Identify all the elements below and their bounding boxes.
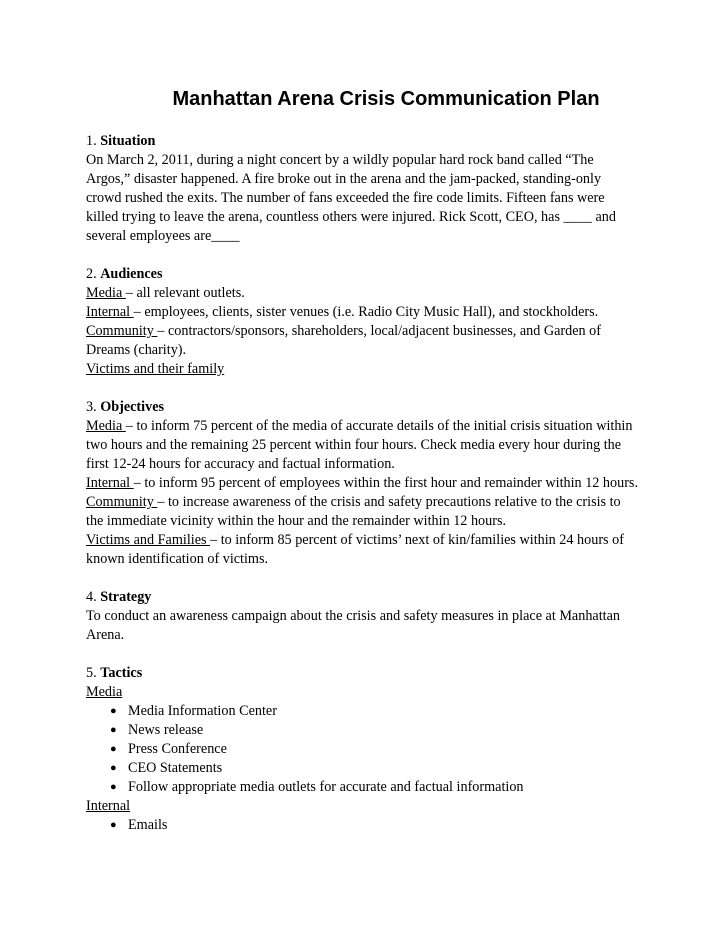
spacer bbox=[86, 569, 686, 588]
audience-text: – contractors/sponsors, shareholders, local/adjacent businesses, and Garden of bbox=[157, 323, 601, 339]
bullet-icon: ● bbox=[110, 743, 117, 755]
bullet-icon: ● bbox=[110, 762, 117, 774]
objective-text: – to increase awareness of the crisis and safety precautions relative to the crisis to bbox=[157, 494, 621, 510]
paragraph-line: first 12-24 hours for accuracy and factual information. bbox=[86, 456, 395, 472]
list-item bbox=[86, 721, 686, 740]
objective-victims bbox=[86, 531, 686, 550]
tactics-group-label: Internal bbox=[86, 798, 131, 814]
document-page bbox=[86, 86, 686, 835]
section-heading-objectives bbox=[86, 398, 686, 417]
paragraph-line: killed trying to leave the arena, countless others were injured. Rick Scott, CEO, has ____ and bbox=[86, 209, 616, 225]
paragraph-line: the immediate vicinity within the hour and the remainder within 12 hours. bbox=[86, 513, 507, 529]
list-item-text: CEO Statements bbox=[128, 760, 223, 776]
objective-label: Victims and Families bbox=[86, 532, 211, 548]
objective-media bbox=[86, 417, 686, 436]
document-title: Manhattan Arena Crisis Communication Plan bbox=[172, 88, 600, 110]
bullet-icon: ● bbox=[110, 724, 117, 736]
objective-text: – to inform 85 percent of victims’ next of kin/families within 24 hours of bbox=[210, 532, 624, 548]
paragraph-line: known identification of victims. bbox=[86, 551, 269, 567]
paragraph-line: several employees are____ bbox=[86, 228, 240, 244]
section-heading-text: Strategy bbox=[100, 589, 152, 605]
tactics-media-label bbox=[86, 683, 686, 702]
spacer bbox=[86, 379, 686, 398]
tactics-group-label: Media bbox=[86, 684, 123, 700]
section-heading-situation bbox=[86, 132, 686, 151]
list-item bbox=[86, 759, 686, 778]
paragraph-line: two hours and the remaining 25 percent within four hours. Check media every hour during the bbox=[86, 437, 622, 453]
list-item-text: Emails bbox=[128, 817, 168, 833]
list-item bbox=[86, 702, 686, 721]
audience-media bbox=[86, 284, 686, 303]
objective-label: Internal bbox=[86, 475, 134, 491]
objective-internal bbox=[86, 474, 686, 493]
list-item-text: Media Information Center bbox=[128, 703, 277, 719]
section-number: 2. bbox=[86, 266, 97, 282]
section-heading-strategy bbox=[86, 588, 686, 607]
objective-community bbox=[86, 493, 686, 512]
objective-label: Media bbox=[86, 418, 126, 434]
list-item bbox=[86, 778, 686, 797]
section-heading-audiences bbox=[86, 265, 686, 284]
section-number: 3. bbox=[86, 399, 97, 415]
section-number: 1. bbox=[86, 133, 97, 149]
list-item bbox=[86, 740, 686, 759]
objective-text: – to inform 75 percent of the media of accurate details of the initial crisis situation within bbox=[125, 418, 633, 434]
paragraph-line: Dreams (charity). bbox=[86, 342, 187, 358]
section-heading-text: Situation bbox=[100, 133, 156, 149]
spacer bbox=[86, 246, 686, 265]
section-number: 4. bbox=[86, 589, 97, 605]
bullet-icon: ● bbox=[110, 781, 117, 793]
audience-internal bbox=[86, 303, 686, 322]
section-heading-text: Audiences bbox=[100, 266, 163, 282]
paragraph-line: To conduct an awareness campaign about the crisis and safety measures in place at Manhattan bbox=[86, 608, 620, 624]
audience-community bbox=[86, 322, 686, 341]
list-item bbox=[86, 816, 686, 835]
audience-label: Internal bbox=[86, 304, 134, 320]
audience-label: Media bbox=[86, 285, 126, 301]
paragraph-line: Arena. bbox=[86, 627, 125, 643]
objective-text: – to inform 95 percent of employees within the first hour and remainder within 12 hours. bbox=[133, 475, 639, 491]
section-heading-text: Objectives bbox=[100, 399, 165, 415]
section-heading-text: Tactics bbox=[100, 665, 143, 681]
spacer bbox=[86, 645, 686, 664]
audience-label: Community bbox=[86, 323, 158, 339]
audience-label: Victims and their family bbox=[86, 361, 225, 377]
bullet-icon: ● bbox=[110, 819, 117, 831]
paragraph-line: crowd rushed the exits. The number of fans exceeded the fire code limits. Fifteen fans were bbox=[86, 190, 605, 206]
objective-label: Community bbox=[86, 494, 158, 510]
list-item-text: News release bbox=[128, 722, 204, 738]
audience-victims bbox=[86, 360, 686, 379]
audience-text: – all relevant outlets. bbox=[125, 285, 245, 301]
section-heading-tactics bbox=[86, 664, 686, 683]
section-number: 5. bbox=[86, 665, 97, 681]
paragraph-line: On March 2, 2011, during a night concert by a wildly popular hard rock band called “The bbox=[86, 152, 594, 168]
list-item-text: Press Conference bbox=[128, 741, 227, 757]
audience-text: – employees, clients, sister venues (i.e. Radio City Music Hall), and stockholders. bbox=[133, 304, 599, 320]
list-item-text: Follow appropriate media outlets for accurate and factual information bbox=[128, 779, 524, 795]
paragraph-line: Argos,” disaster happened. A fire broke out in the arena and the jam-packed, standing-only bbox=[86, 171, 602, 187]
tactics-internal-label bbox=[86, 797, 686, 816]
bullet-icon: ● bbox=[110, 705, 117, 717]
